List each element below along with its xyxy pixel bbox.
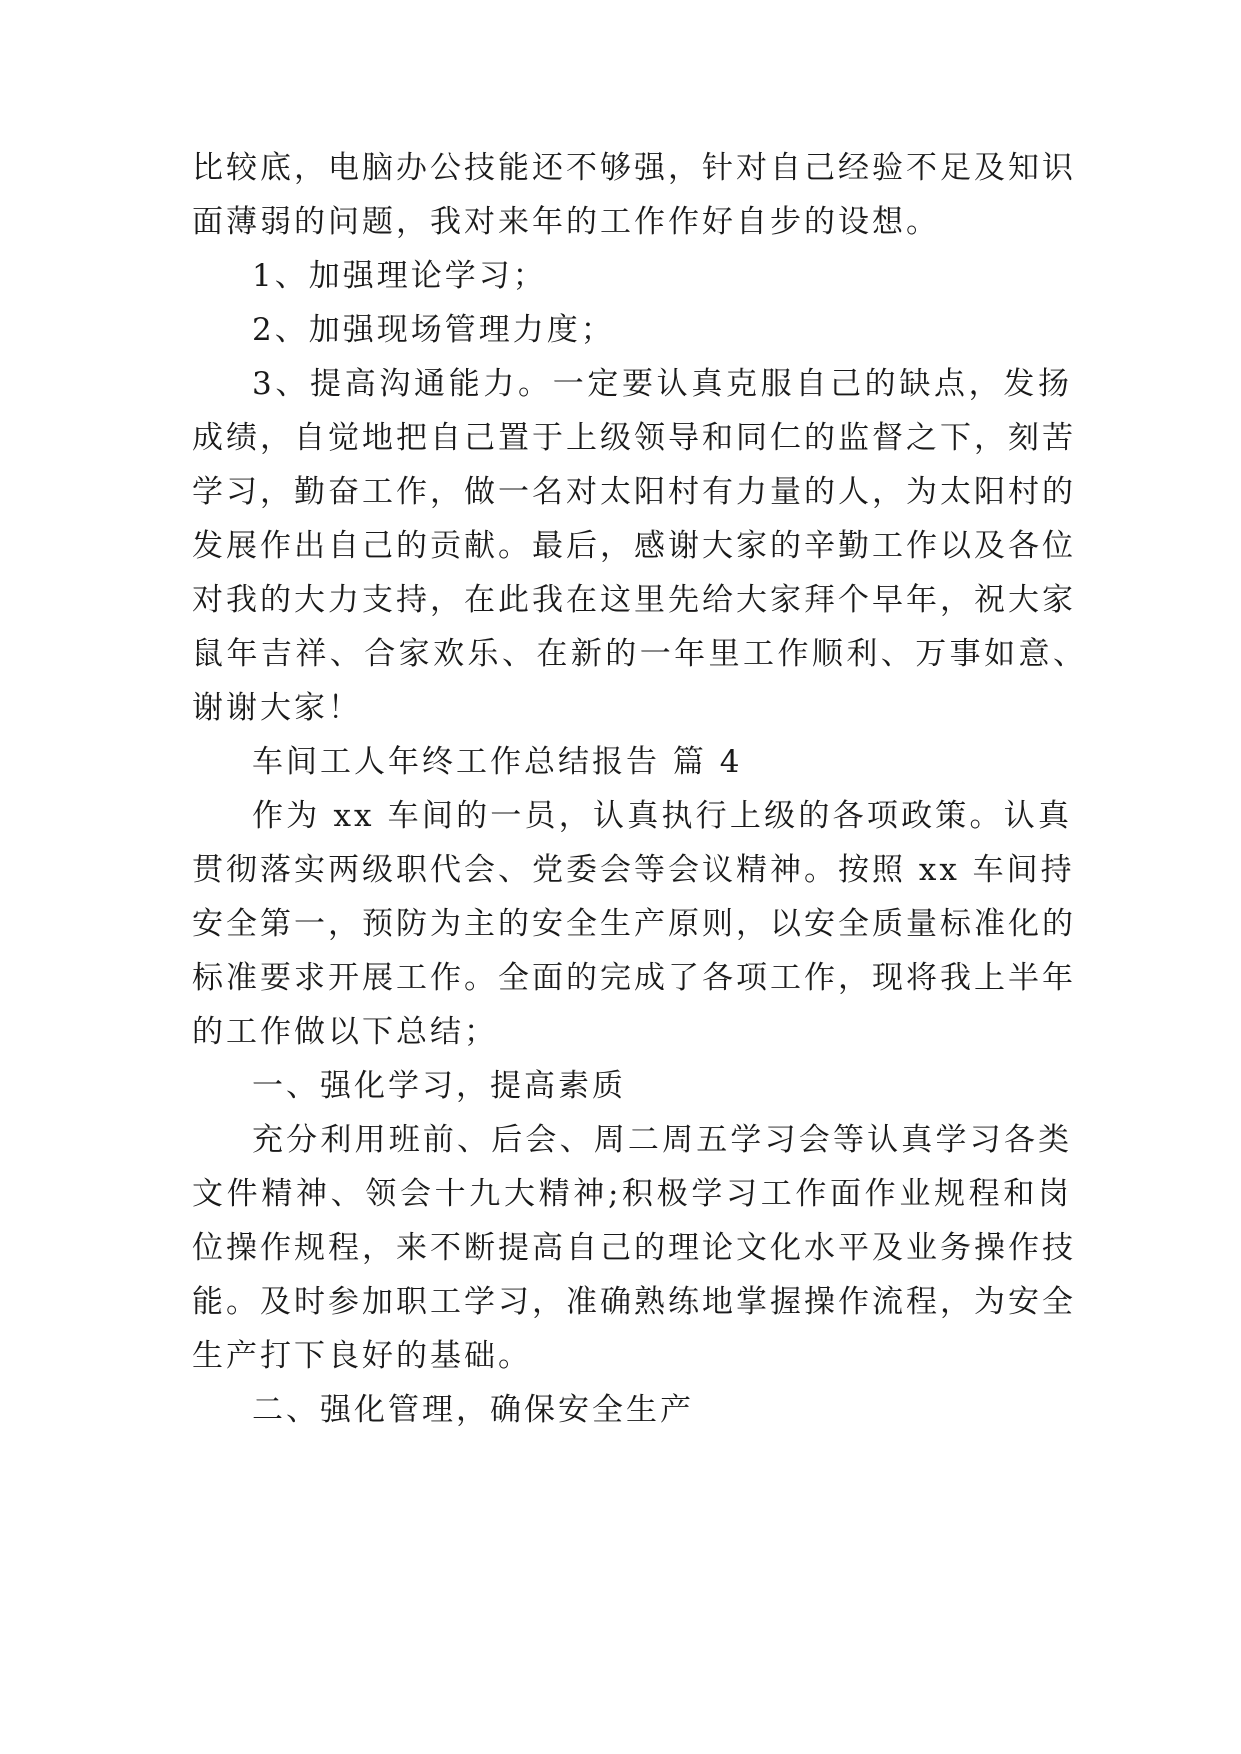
paragraph-line: 文件精神、领会十九大精神;积极学习工作面作业规程和岗 — [192, 1176, 1072, 1212]
paragraph-line: 作为 xx 车间的一员，认真执行上级的各项政策。认真 — [252, 798, 1072, 834]
list-item: 1、加强理论学习； — [252, 258, 547, 294]
subsection-heading: 一、强化学习，提高素质 — [252, 1068, 626, 1104]
subsection-heading: 二、强化管理，确保安全生产 — [252, 1392, 694, 1428]
paragraph-line: 的工作做以下总结； — [192, 1014, 498, 1050]
paragraph-line: 生产打下良好的基础。 — [192, 1338, 532, 1374]
paragraph-line: 发展作出自己的贡献。最后，感谢大家的辛勤工作以及各位 — [192, 528, 1076, 564]
paragraph-line: 位操作规程，来不断提高自己的理论文化水平及业务操作技 — [192, 1230, 1076, 1266]
list-item: 3、提高沟通能力。一定要认真克服自己的缺点，发扬 — [252, 366, 1072, 402]
paragraph-line: 能。及时参加职工学习，准确熟练地掌握操作流程，为安全 — [192, 1284, 1076, 1320]
paragraph-line: 谢谢大家！ — [192, 690, 362, 726]
paragraph-line: 标准要求开展工作。全面的完成了各项工作，现将我上半年 — [192, 960, 1076, 996]
paragraph-line: 学习，勤奋工作，做一名对太阳村有力量的人，为太阳村的 — [192, 474, 1076, 510]
paragraph-line: 对我的大力支持，在此我在这里先给大家拜个早年，祝大家 — [192, 582, 1076, 618]
list-item: 2、加强现场管理力度； — [252, 312, 615, 348]
paragraph-line: 安全第一，预防为主的安全生产原则，以安全质量标准化的 — [192, 906, 1076, 942]
paragraph-line: 面薄弱的问题，我对来年的工作作好自步的设想。 — [192, 204, 940, 240]
paragraph-line: 成绩，自觉地把自己置于上级领导和同仁的监督之下，刻苦 — [192, 420, 1076, 456]
section-heading: 车间工人年终工作总结报告 篇 4 — [252, 744, 743, 780]
paragraph-line: 比较底，电脑办公技能还不够强，针对自己经验不足及知识 — [192, 150, 1076, 186]
paragraph-line: 贯彻落实两级职代会、党委会等会议精神。按照 xx 车间持 — [192, 852, 1075, 888]
paragraph-line: 充分利用班前、后会、周二周五学习会等认真学习各类 — [252, 1122, 1072, 1158]
paragraph-line: 鼠年吉祥、合家欢乐、在新的一年里工作顺利、万事如意、 — [192, 636, 1087, 672]
